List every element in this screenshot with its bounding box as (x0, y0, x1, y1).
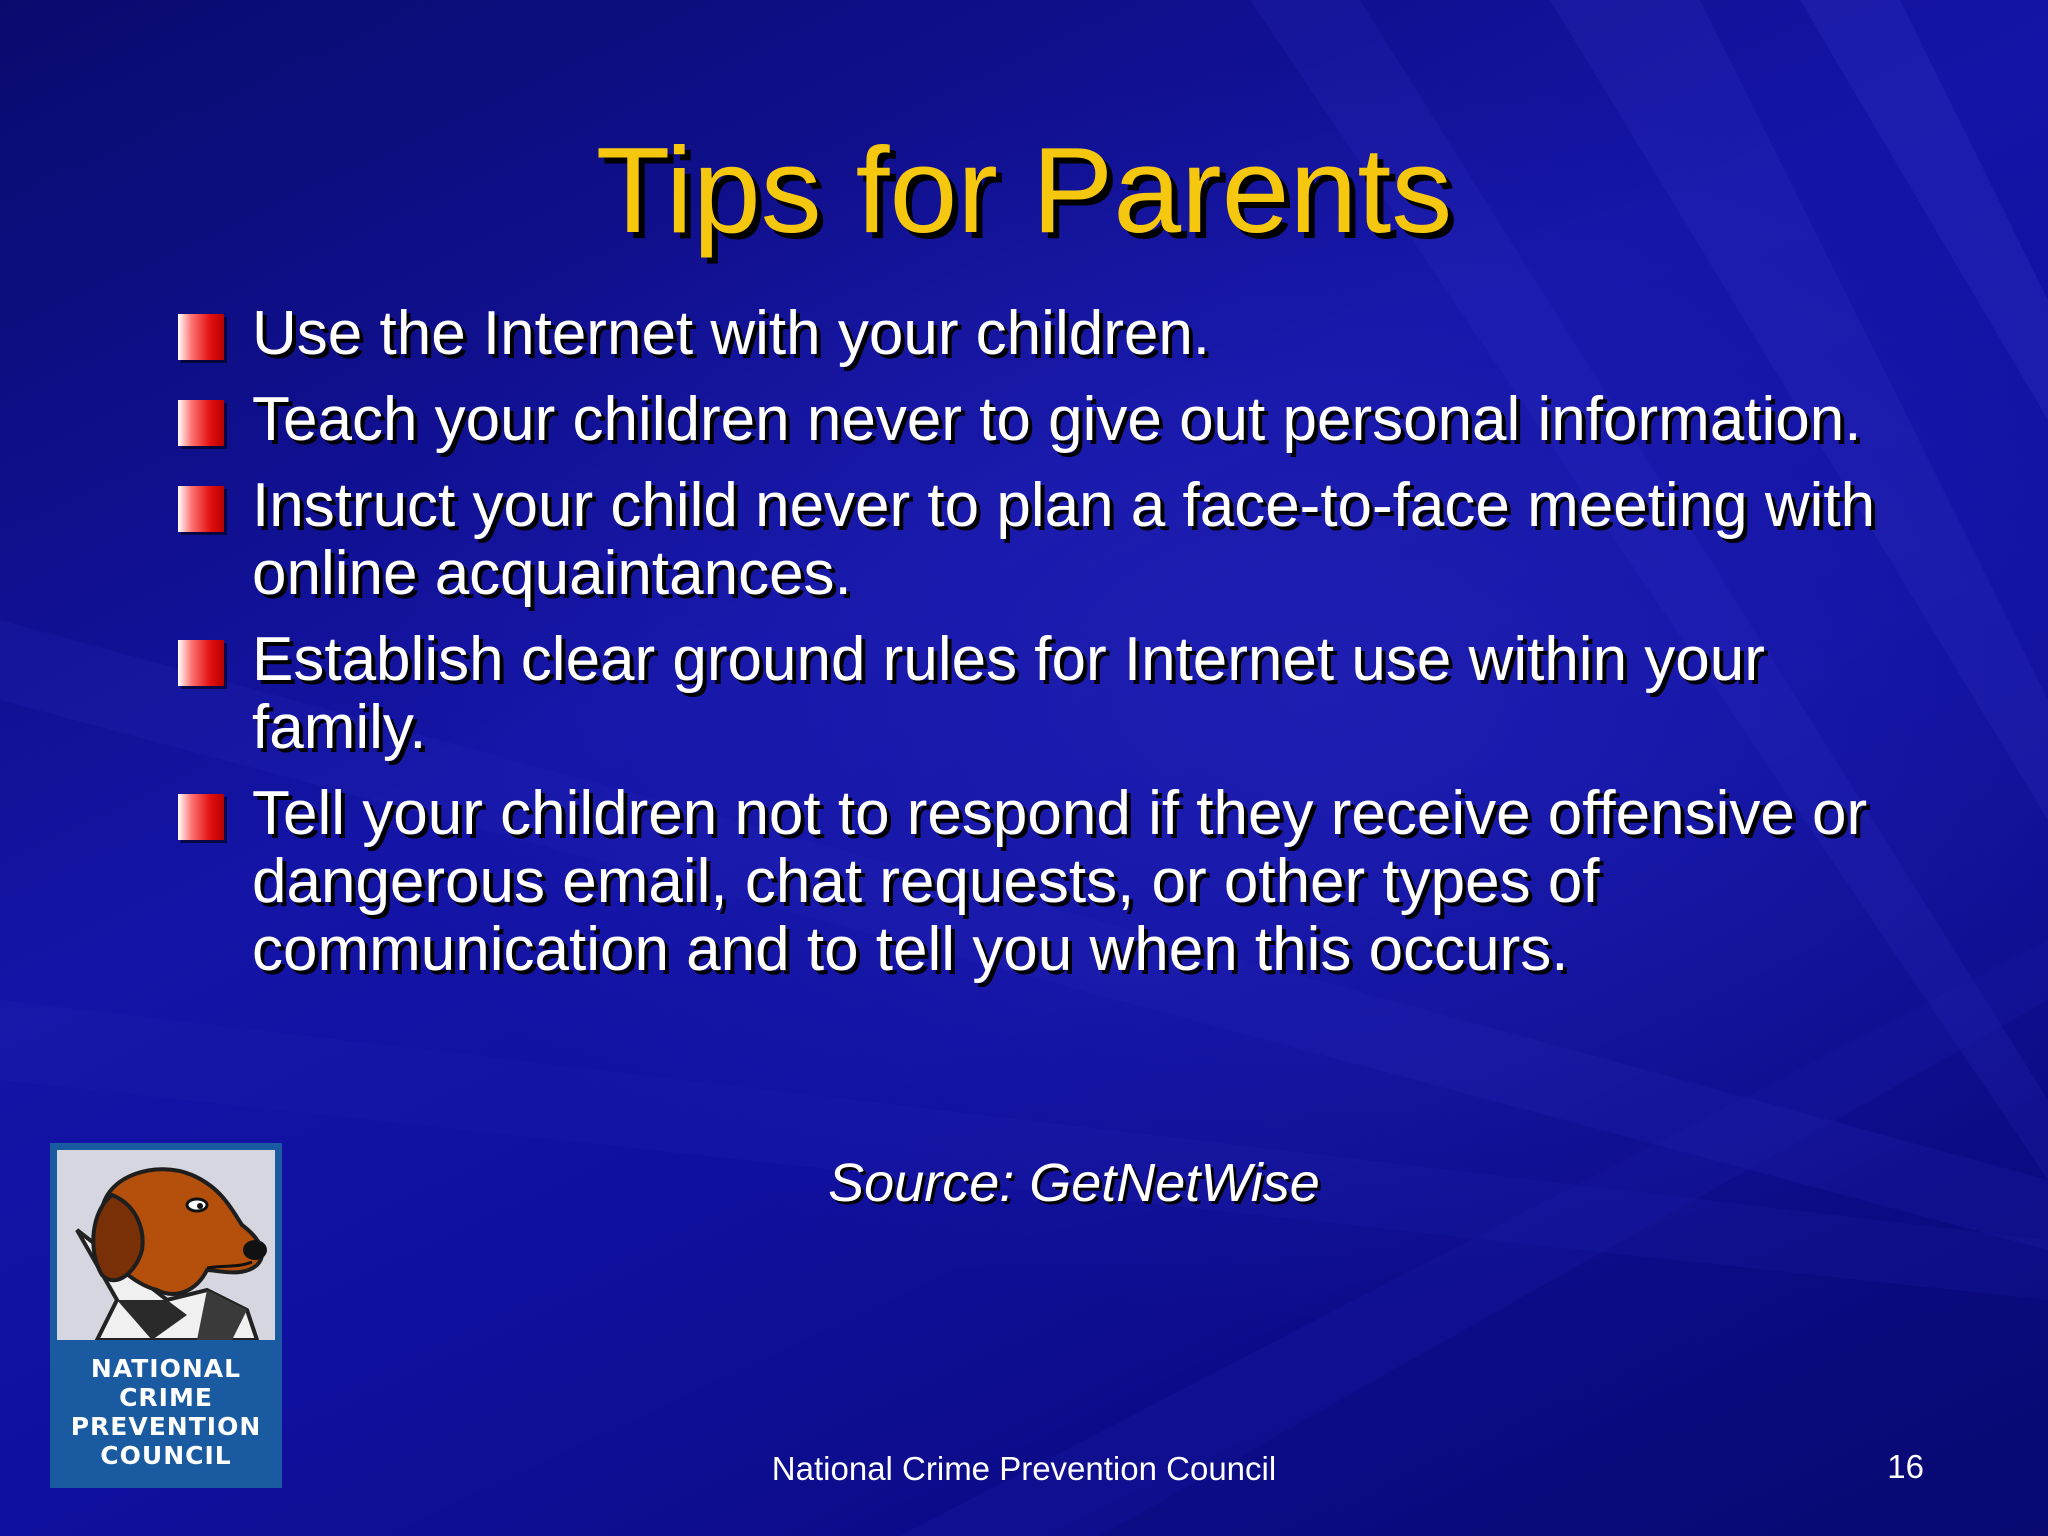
logo-line: PREVENTION (70, 1412, 262, 1441)
slide-title: Tips for Parents (595, 122, 1453, 258)
bullet-text: Establish clear ground rules for Internet use within your family. (252, 625, 1765, 762)
slide-footer: National Crime Prevention Council (771, 1450, 1277, 1487)
bullet-item (178, 472, 1938, 608)
bullet-square-icon (178, 486, 224, 532)
bullet-text: Teach your children never to give out personal information. (252, 385, 1862, 454)
bullet-square-icon (178, 314, 224, 360)
source-citation: Source: GetNetWise (828, 1153, 1320, 1213)
page-number: 16 (1887, 1448, 1924, 1485)
bullet-square-icon (178, 794, 224, 840)
bullet-text: Use the Internet with your children. (252, 299, 1211, 368)
bullet-text: Instruct your child never to plan a face-to-face meeting with online acquaintances. (252, 471, 1876, 608)
bullet-item (178, 386, 1938, 454)
bullet-list (178, 300, 1938, 1002)
bullet-item (178, 780, 1938, 984)
ncpc-logo (50, 1143, 282, 1488)
bullet-square-icon (178, 640, 224, 686)
logo-line: COUNCIL (100, 1441, 232, 1470)
bullet-text: Tell your children not to respond if they receive offensive or dangerous email, chat requests, or other types of communication and to tell you when this occurs. (252, 779, 1868, 984)
bullet-item (178, 300, 1938, 368)
mcgruff-dog-icon (57, 1150, 275, 1340)
bullet-item (178, 626, 1938, 762)
logo-line: CRIME (119, 1383, 213, 1412)
bullet-square-icon (178, 400, 224, 446)
logo-line: NATIONAL (90, 1354, 242, 1383)
